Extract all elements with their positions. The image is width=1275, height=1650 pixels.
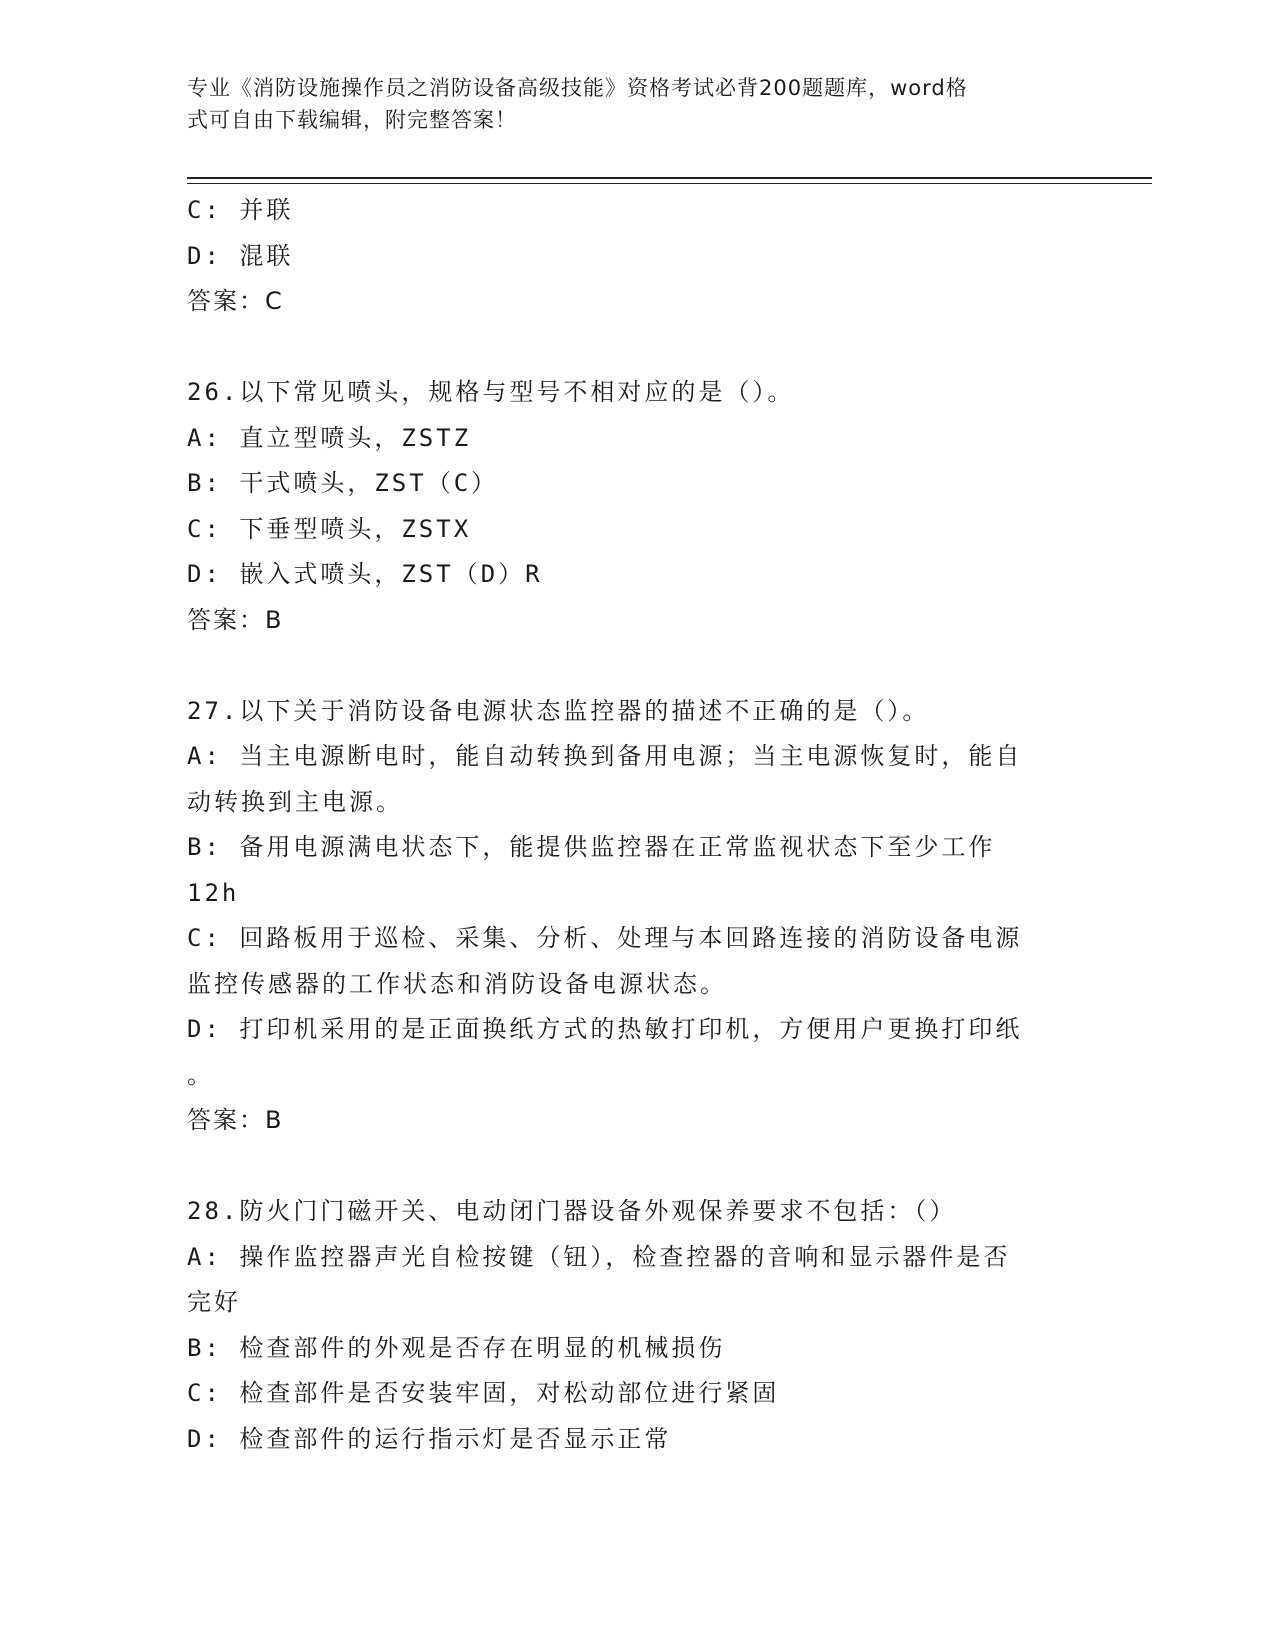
option-d-line-2: 。 [187,1060,214,1089]
option-d-line-1: D: 打印机采用的是正面换纸方式的热敏打印机，方便用户更换打印纸 [187,1015,1023,1043]
answer: 答案：C [187,287,284,315]
answer: 答案：B [187,605,284,634]
option-b: B: 干式喷头，ZST（C） [187,469,499,497]
question-text: 27.以下关于消防设备电源状态监控器的描述不正确的是（）。 [187,696,930,725]
option-d: D: 检查部件的运行指示灯是否显示正常 [187,1424,672,1453]
option-c: C: 检查部件是否安装牢固，对松动部位进行紧固 [187,1379,780,1407]
header-divider-thin [187,183,1152,184]
option-c-line-1: C: 回路板用于巡检、采集、分析、处理与本回路连接的消防设备电源 [187,924,1023,952]
header-line-1: 专业《消防设施操作员之消防设备高级技能》资格考试必背200题题库，word格 [187,76,968,100]
question-27 [187,689,1087,1144]
spacer [187,1144,1087,1190]
question-26 [187,370,1087,643]
option-b: B: 检查部件的外观是否存在明显的机械损伤 [187,1333,726,1362]
option-b-line-1: B: 备用电源满电状态下，能提供监控器在正常监视状态下至少工作 [187,833,996,861]
option-c: C: 下垂型喷头，ZSTX [187,514,472,543]
question-25 [187,188,1087,325]
option-d: D: 混联 [187,241,294,270]
answer: 答案：B [187,1106,284,1134]
option-b-line-2: 12h [187,878,240,907]
document-header [187,72,1077,136]
option-c-line-2: 监控传感器的工作状态和消防设备电源状态。 [187,969,727,998]
option-d: D: 嵌入式喷头，ZST（D）R [187,560,543,588]
header-line-2: 式可自由下载编辑，附完整答案！ [187,108,517,132]
spacer [187,325,1087,371]
header-divider-thick [187,177,1152,179]
question-28 [187,1189,1087,1462]
question-text: 26.以下常见喷头，规格与型号不相对应的是（）。 [187,378,795,406]
option-a-line-1: A: 当主电源断电时，能自动转换到备用电源；当主电源恢复时，能自 [187,742,1023,770]
option-a: A: 直立型喷头，ZSTZ [187,423,472,452]
option-a-line-1: A: 操作监控器声光自检按键（钮），检查控器的音响和显示器件是否 [187,1242,1011,1271]
option-a-line-2: 完好 [187,1288,241,1316]
spacer [187,643,1087,689]
question-list [187,188,1087,1462]
question-text: 28.防火门门磁开关、电动闭门器设备外观保养要求不包括：（） [187,1197,957,1225]
option-a-line-2: 动转换到主电源。 [187,787,403,816]
option-c: C: 并联 [187,196,294,224]
